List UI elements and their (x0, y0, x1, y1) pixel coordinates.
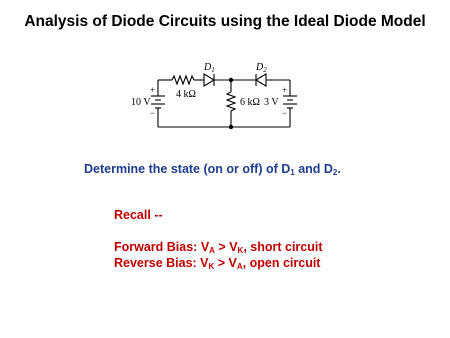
recall-heading: Recall -- (114, 208, 163, 222)
reverse-bias-line: Reverse Bias: $V_K > V_A$, open circuit (114, 256, 321, 271)
diode1-label: $D_1$ (204, 62, 215, 74)
source-10v-label: 10 V (131, 97, 151, 108)
source-10v-plus: + (150, 85, 156, 95)
forward-bias-line: Forward Bias: $V_A > V_K$, short circuit (114, 240, 323, 255)
resistor-4k (172, 76, 194, 84)
recall-spacer (114, 223, 323, 239)
resistor-6k-label: 6 kΩ (240, 97, 260, 108)
source-10v-minus: − (150, 108, 156, 118)
source-3v-minus: − (282, 108, 288, 118)
resistor-6k (227, 92, 235, 111)
diode-d1-symbol (204, 74, 214, 86)
node-top (229, 78, 233, 82)
diode2-label: $D_2$ (256, 62, 267, 74)
page-title: Analysis of Diode Circuits using the Ideal Diode Model (24, 13, 426, 30)
source-3v-plus: + (282, 85, 288, 95)
question-text: Determine the state (on or off) of $D_1$ and $D_2$. (84, 162, 341, 177)
source-3v-label: 3 V (264, 97, 279, 108)
resistor-4k-label: 4 kΩ (176, 89, 196, 100)
node-bottom (229, 125, 233, 129)
recall-block (114, 207, 323, 271)
diode-d2-symbol (256, 74, 266, 86)
